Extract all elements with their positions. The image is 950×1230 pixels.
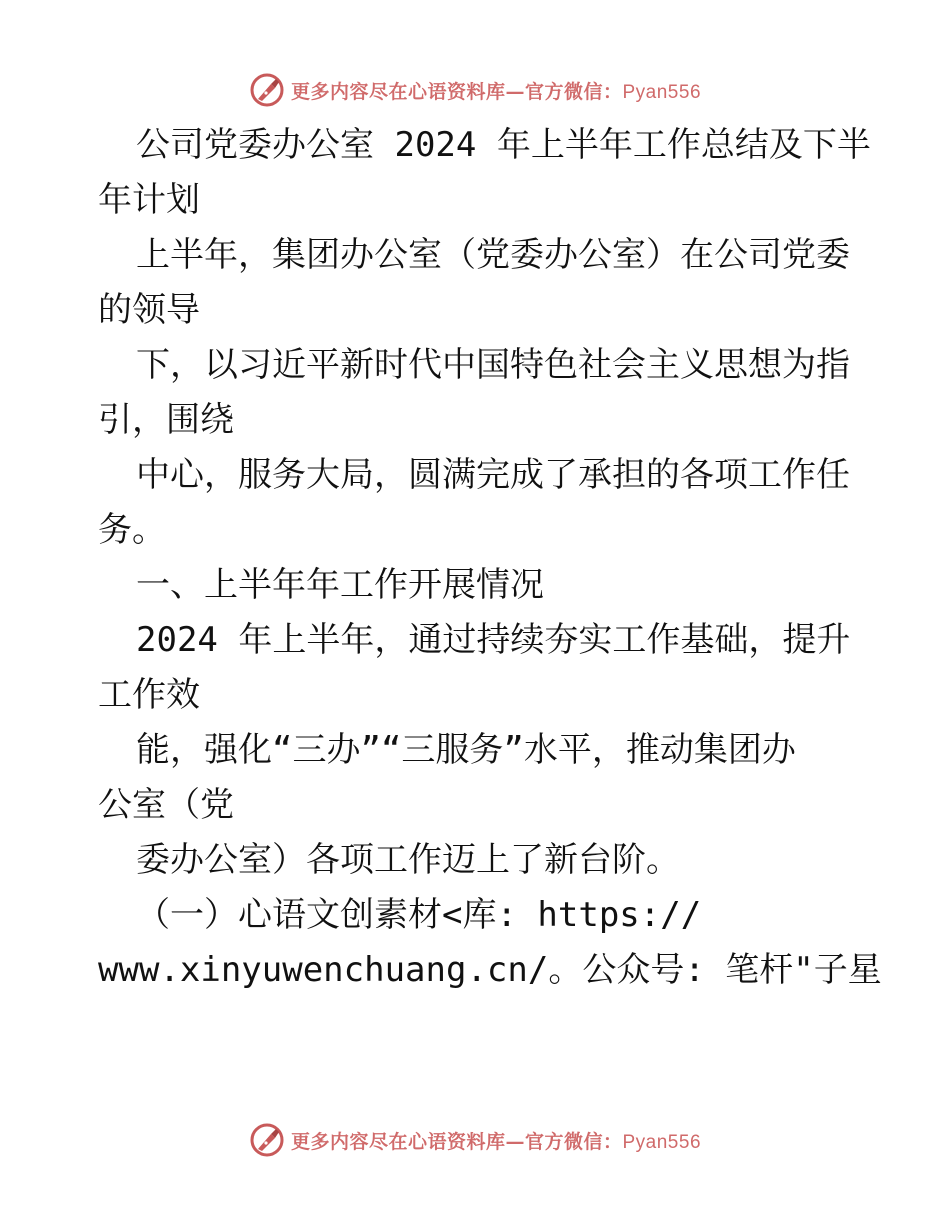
text-line: 委办公室）各项工作迈上了新台阶。 <box>136 840 680 880</box>
text-line: 下，以习近平新时代中国特色社会主义思想为指 <box>136 345 850 385</box>
pen-nib-circle-icon <box>249 72 285 108</box>
watermark-text: 更多内容尽在心语资料库—官方微信： <box>290 1130 623 1153</box>
text-line: 能，强化“三办”“三服务”水平，推动集团办 <box>136 730 796 770</box>
text-line: www.xinyuwenchuang.cn/。公众号: 笔杆"子星 <box>98 950 882 990</box>
watermark-wechat-id: Pyan556 <box>622 81 702 103</box>
text-line: 年计划 <box>98 180 200 220</box>
watermark-text: 更多内容尽在心语资料库—官方微信： <box>290 80 623 103</box>
watermark-wechat-id: Pyan556 <box>622 1131 702 1153</box>
text-line: 2024 年上半年，通过持续夯实工作基础，提升 <box>136 620 851 660</box>
text-line: 上半年，集团办公室（党委办公室）在公司党委 <box>136 235 850 275</box>
text-line: （一）心语文创素材<库: https:// <box>136 895 702 935</box>
footer-watermark <box>0 1120 950 1160</box>
text-line: 引，围绕 <box>98 400 234 440</box>
pen-nib-circle-icon <box>249 1122 285 1158</box>
text-line: 公室（党 <box>98 785 234 825</box>
document-body <box>98 118 882 998</box>
header-watermark <box>0 70 950 110</box>
text-line: 一、上半年年工作开展情况 <box>136 565 544 605</box>
text-line: 中心，服务大局，圆满完成了承担的各项工作任 <box>136 455 850 495</box>
text-line: 的领导 <box>98 290 200 330</box>
text-line: 务。 <box>98 510 166 550</box>
text-line: 公司党委办公室 2024 年上半年工作总结及下半 <box>136 125 871 165</box>
text-line: 工作效 <box>98 675 200 715</box>
